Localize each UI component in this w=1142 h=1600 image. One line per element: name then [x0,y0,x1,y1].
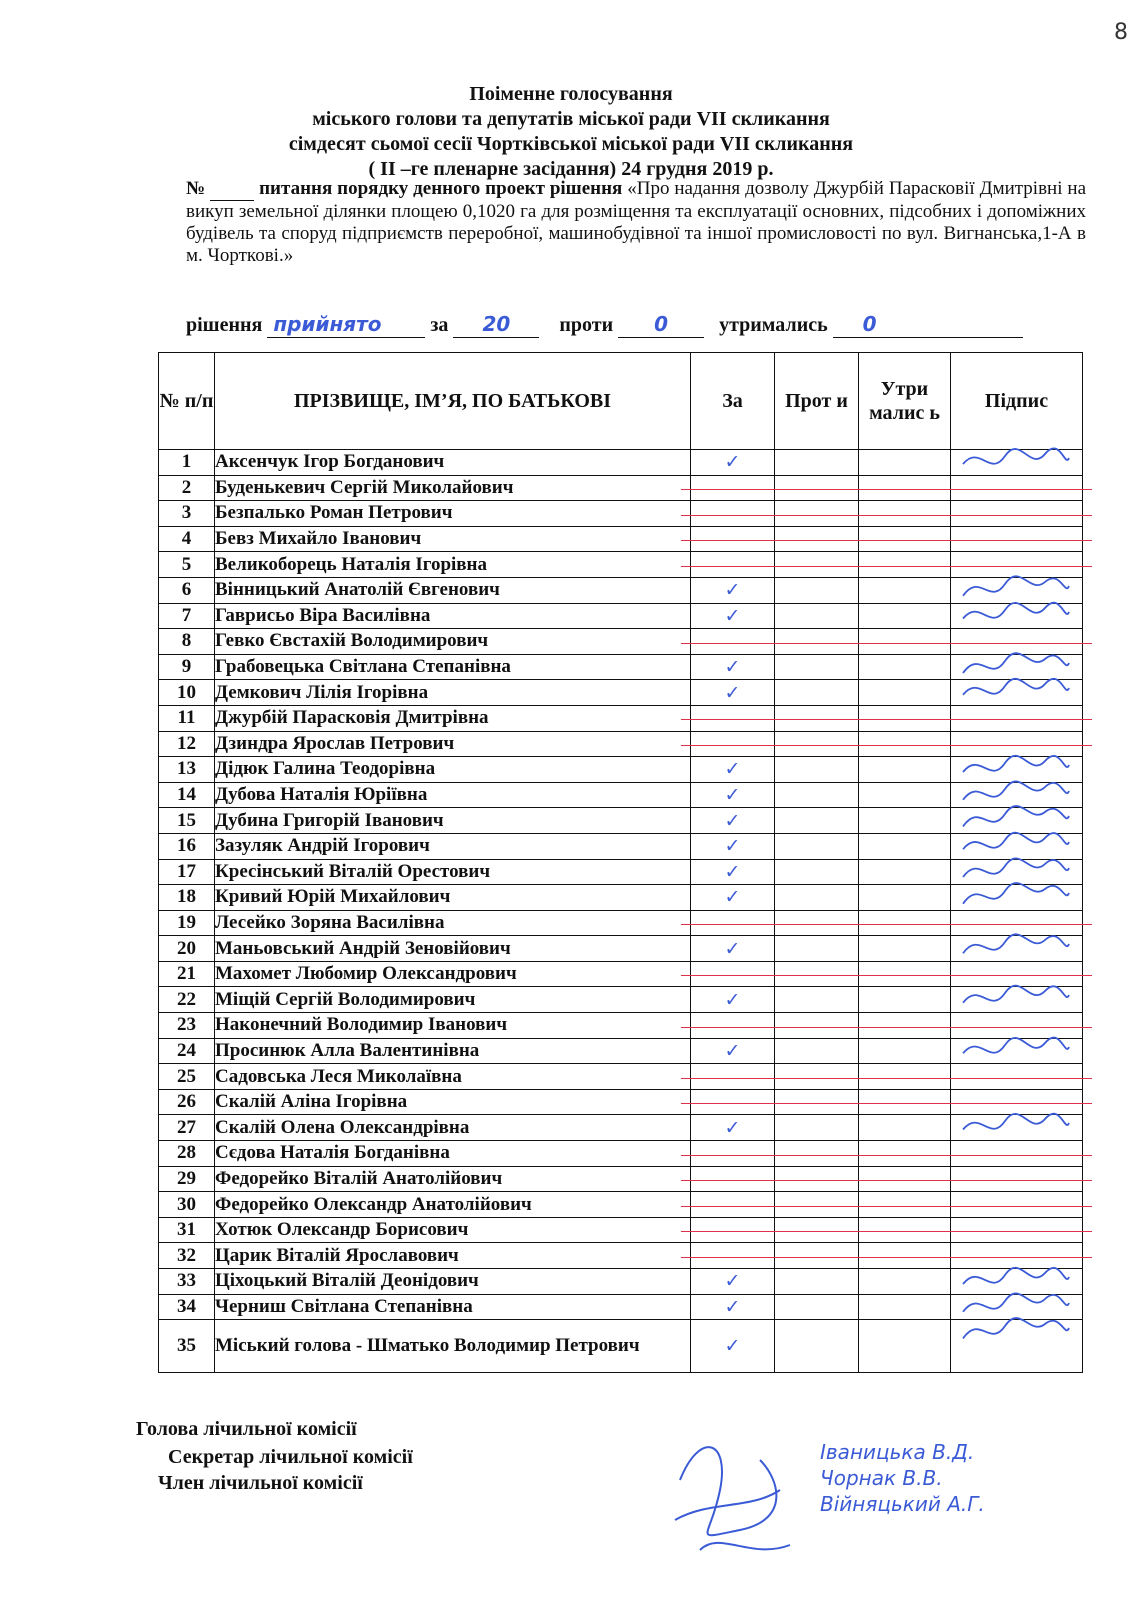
row-number: 22 [159,987,215,1013]
abstain-cell [859,1243,951,1269]
table-row [159,1217,1083,1243]
abstain-cell [859,808,951,834]
signature-cell [951,987,1083,1013]
table-row [159,1089,1083,1115]
absent-strike-line [691,501,775,527]
for-checkmark: ✓ [691,987,775,1013]
row-number: 6 [159,577,215,603]
row-number: 12 [159,731,215,757]
absent-strike-line [691,1089,775,1115]
deputy-name: Безпалько Роман Петрович [215,501,691,527]
abstain-cell [859,782,951,808]
absent-strike-line [691,552,775,578]
for-checkmark: ✓ [691,1320,775,1373]
against-cell [775,450,859,476]
abstain-cell [859,1320,951,1373]
col-name-header: ПРІЗВИЩЕ, ІМ’Я, ПО БАТЬКОВІ [215,353,691,450]
signature-cell [951,936,1083,962]
member-label: Член лічильної комісії [158,1472,363,1494]
col-num-header: № п/п [159,353,215,450]
table-row [159,731,1083,757]
row-number: 17 [159,859,215,885]
table-row [159,1141,1083,1167]
table-row [159,961,1083,987]
table-row [159,936,1083,962]
row-number: 26 [159,1089,215,1115]
absent-strike-line [691,475,775,501]
deputy-name: Махомет Любомир Олександрович [215,961,691,987]
for-checkmark: ✓ [691,654,775,680]
against-cell [775,1320,859,1373]
abstain-cell [859,1141,951,1167]
table-row [159,705,1083,731]
agenda-item [186,178,1086,267]
against-cell [775,782,859,808]
abstain-cell [859,603,951,629]
title-line-3: сімдесят сьомої сесії Чортківської міської ради VII скликання [288,133,854,155]
row-number: 9 [159,654,215,680]
for-checkmark: ✓ [691,603,775,629]
deputy-name: Кривий Юрій Михайлович [215,885,691,911]
abstain-cell [859,450,951,476]
signature-cell [951,1320,1083,1373]
absent-strike-line [691,910,775,936]
signature-cell [951,705,1083,731]
abstain-cell [859,731,951,757]
signature-cell [951,1115,1083,1141]
for-checkmark: ✓ [691,859,775,885]
chair-label: Голова лічильної комісії [136,1418,357,1440]
table-row [159,833,1083,859]
against-cell [775,987,859,1013]
secretary-handwritten-name: Чорнак В.В. [820,1466,943,1490]
abstain-count: 0 [862,312,877,336]
abstain-cell [859,859,951,885]
row-number: 35 [159,1320,215,1373]
absent-strike-line [691,705,775,731]
abstain-cell [859,552,951,578]
table-row [159,450,1083,476]
secretary-label: Секретар лічильної комісії [168,1446,413,1468]
decision-label: рішення [186,314,263,336]
deputy-name: Скалій Аліна Ігорівна [215,1089,691,1115]
deputy-name: Джурбій Парасковія Дмитрівна [215,705,691,731]
against-cell [775,1013,859,1039]
table-row [159,1269,1083,1295]
deputy-name: Федорейко Олександр Анатолійович [215,1192,691,1218]
against-cell [775,1269,859,1295]
against-cell [775,705,859,731]
against-cell [775,731,859,757]
table-row [159,1064,1083,1090]
signature-cell [951,1064,1083,1090]
for-checkmark: ✓ [691,782,775,808]
abstain-cell [859,1013,951,1039]
signature-cell [951,1038,1083,1064]
table-row [159,552,1083,578]
vote-table [158,352,1083,1373]
signature-scribble-icon [955,598,1075,632]
signature-scribble-icon [955,1033,1075,1067]
signature-cell [951,680,1083,706]
signature-cell [951,1166,1083,1192]
deputy-name: Черниш Світлана Степанівна [215,1294,691,1320]
row-number: 34 [159,1294,215,1320]
abstain-cell [859,1294,951,1320]
signature-scribble-icon [955,1314,1075,1348]
deputy-name: Кресінський Віталій Орестович [215,859,691,885]
table-row [159,859,1083,885]
table-row [159,1038,1083,1064]
row-number: 14 [159,782,215,808]
signature-scribble-icon [955,879,1075,913]
abstain-cell [859,1166,951,1192]
deputy-name: Вінницький Анатолій Євгенович [215,577,691,603]
absent-strike-line [691,1243,775,1269]
signature-cell [951,603,1083,629]
row-number: 1 [159,450,215,476]
row-number: 30 [159,1192,215,1218]
deputy-name: Ціхоцький Віталій Деонідович [215,1269,691,1295]
abstain-cell [859,1064,951,1090]
absent-strike-line [691,731,775,757]
for-checkmark: ✓ [691,833,775,859]
deputy-name: Хотюк Олександр Борисович [215,1217,691,1243]
table-row [159,757,1083,783]
against-cell [775,757,859,783]
absent-strike-line [691,526,775,552]
absent-strike-line [691,1166,775,1192]
deputy-name: Наконечний Володимир Іванович [215,1013,691,1039]
deputy-name: Гаврисьо Віра Василівна [215,603,691,629]
against-cell [775,1038,859,1064]
signature-scribble-icon [955,674,1075,708]
row-number: 13 [159,757,215,783]
agenda-text: «Про надання дозволу Джурбій Парасковії Дмитрівні на викуп земельної ділянки площею 0,1020 га для розміщення та експлуатації основних, підсобних і допоміжних будівель та споруд підприємств переробної, машинобудівної та іншої промисловості по вул. Вигнанська,1-А в м. Чорткові.» [186,178,1087,266]
agenda-number-label: № [186,178,206,199]
signature-cell [951,885,1083,911]
row-number: 32 [159,1243,215,1269]
absent-strike-line [691,1192,775,1218]
row-number: 10 [159,680,215,706]
deputy-name: Маньовський Андрій Зеновійович [215,936,691,962]
signature-cell [951,1217,1083,1243]
against-cell [775,859,859,885]
for-checkmark: ✓ [691,808,775,834]
title-line-2: міського голови та депутатів міської ради VII скликання [312,108,830,130]
table-row [159,910,1083,936]
table-row [159,808,1083,834]
table-header-row [159,353,1083,450]
against-cell [775,577,859,603]
against-cell [775,1141,859,1167]
deputy-name: Буденькевич Сергій Миколайович [215,475,691,501]
against-cell [775,1294,859,1320]
table-row [159,1115,1083,1141]
for-checkmark: ✓ [691,1269,775,1295]
table-row [159,1166,1083,1192]
deputy-name: Гевко Євстахій Володимирович [215,629,691,655]
row-number: 20 [159,936,215,962]
row-number: 28 [159,1141,215,1167]
row-number: 33 [159,1269,215,1295]
row-number: 19 [159,910,215,936]
row-number: 7 [159,603,215,629]
abstain-cell [859,1269,951,1295]
abstain-cell [859,680,951,706]
table-row [159,1192,1083,1218]
abstain-cell [859,885,951,911]
row-number: 21 [159,961,215,987]
against-cell [775,680,859,706]
abstain-cell [859,987,951,1013]
col-for-header: За [691,353,775,450]
abstain-cell [859,475,951,501]
against-cell [775,1192,859,1218]
deputy-name: Лесейко Зоряна Василівна [215,910,691,936]
decision-line [186,312,1023,338]
deputy-name: Царик Віталій Ярославович [215,1243,691,1269]
against-cell [775,475,859,501]
for-checkmark: ✓ [691,1115,775,1141]
abstain-cell [859,961,951,987]
abstain-cell [859,629,951,655]
deputy-name: Міщій Сергій Володимирович [215,987,691,1013]
against-cell [775,808,859,834]
against-count: 0 [654,312,669,336]
deputy-name: Садовська Леся Миколаївна [215,1064,691,1090]
abstain-cell [859,1038,951,1064]
decision-value: прийнято [273,312,382,336]
against-cell [775,1166,859,1192]
against-cell [775,961,859,987]
abstain-cell [859,526,951,552]
row-number: 15 [159,808,215,834]
signature-cell [951,1141,1083,1167]
commission-signatures-icon [660,1420,800,1570]
against-cell [775,1064,859,1090]
against-cell [775,501,859,527]
against-cell [775,936,859,962]
against-cell [775,910,859,936]
chair-handwritten-name: Іваницька В.Д. [820,1440,975,1464]
row-number: 2 [159,475,215,501]
against-cell [775,603,859,629]
title-line-4: ( II –ге пленарне засідання) 24 грудня 2019 р. [368,158,774,180]
against-cell [775,885,859,911]
deputy-name: Дубина Григорій Іванович [215,808,691,834]
table-row [159,1320,1083,1373]
row-number: 27 [159,1115,215,1141]
row-number: 5 [159,552,215,578]
title-line-1: Поіменне голосування [469,83,673,105]
abstain-cell [859,705,951,731]
page-number-handwritten: 8 [1114,20,1128,45]
table-row [159,629,1083,655]
table-row [159,501,1083,527]
abstain-label: утримались [719,314,828,336]
signature-cell [951,450,1083,476]
abstain-cell [859,1115,951,1141]
table-row [159,1243,1083,1269]
against-cell [775,552,859,578]
row-number: 3 [159,501,215,527]
against-cell [775,1243,859,1269]
deputy-name: Просинюк Алла Валентинівна [215,1038,691,1064]
abstain-cell [859,501,951,527]
abstain-cell [859,833,951,859]
row-number: 4 [159,526,215,552]
table-row [159,1013,1083,1039]
abstain-cell [859,1089,951,1115]
for-checkmark: ✓ [691,936,775,962]
abstain-cell [859,936,951,962]
deputy-name: Дідюк Галина Теодорівна [215,757,691,783]
col-abstain-header: Утри малис ь [859,353,951,450]
table-row [159,885,1083,911]
row-number: 25 [159,1064,215,1090]
row-number: 18 [159,885,215,911]
deputy-name: Міський голова - Шматько Володимир Петрович [215,1320,691,1373]
deputy-name: Дзиндра Ярослав Петрович [215,731,691,757]
deputy-name: Федорейко Віталій Анатолійович [215,1166,691,1192]
signature-cell [951,475,1083,501]
vote-table-body [159,450,1083,1373]
against-cell [775,1217,859,1243]
table-row [159,654,1083,680]
absent-strike-line [691,1013,775,1039]
against-cell [775,526,859,552]
table-row [159,577,1083,603]
table-row [159,603,1083,629]
table-row [159,782,1083,808]
for-checkmark: ✓ [691,885,775,911]
deputy-name: Зазуляк Андрій Ігорович [215,833,691,859]
table-row [159,680,1083,706]
deputy-name: Скалій Олена Олександрівна [215,1115,691,1141]
deputy-name: Демкович Лілія Ігорівна [215,680,691,706]
table-row [159,1294,1083,1320]
against-cell [775,1089,859,1115]
deputy-name: Великоборець Наталія Ігорівна [215,552,691,578]
for-checkmark: ✓ [691,680,775,706]
row-number: 24 [159,1038,215,1064]
for-checkmark: ✓ [691,577,775,603]
abstain-cell [859,757,951,783]
for-checkmark: ✓ [691,450,775,476]
absent-strike-line [691,961,775,987]
row-number: 23 [159,1013,215,1039]
for-checkmark: ✓ [691,1038,775,1064]
absent-strike-line [691,629,775,655]
signature-cell [951,501,1083,527]
against-label: проти [559,314,614,336]
deputy-name: Бевз Михайло Іванович [215,526,691,552]
signature-cell [951,526,1083,552]
for-checkmark: ✓ [691,757,775,783]
row-number: 8 [159,629,215,655]
signature-scribble-icon [955,444,1075,478]
row-number: 16 [159,833,215,859]
abstain-cell [859,1192,951,1218]
agenda-lead: питання порядку денного проект рішення [259,178,623,199]
signature-cell [951,1192,1083,1218]
agenda-number-blank [210,178,254,201]
deputy-name: Грабовецька Світлана Степанівна [215,654,691,680]
col-against-header: Прот и [775,353,859,450]
signature-scribble-icon [955,981,1075,1015]
absent-strike-line [691,1141,775,1167]
for-checkmark: ✓ [691,1294,775,1320]
deputy-name: Дубова Наталія Юріївна [215,782,691,808]
against-cell [775,833,859,859]
against-cell [775,1115,859,1141]
abstain-cell [859,1217,951,1243]
table-row [159,475,1083,501]
abstain-cell [859,577,951,603]
col-signature-header: Підпис [951,353,1083,450]
deputy-name: Аксенчук Ігор Богданович [215,450,691,476]
abstain-cell [859,910,951,936]
for-label: за [430,314,449,336]
abstain-cell [859,654,951,680]
row-number: 31 [159,1217,215,1243]
row-number: 11 [159,705,215,731]
signature-scribble-icon [955,1109,1075,1143]
row-number: 29 [159,1166,215,1192]
absent-strike-line [691,1217,775,1243]
table-row [159,526,1083,552]
table-row [159,987,1083,1013]
member-handwritten-name: Війняцький А.Г. [820,1492,985,1516]
signature-scribble-icon [955,930,1075,964]
deputy-name: Сєдова Наталія Богданівна [215,1141,691,1167]
against-cell [775,654,859,680]
against-cell [775,629,859,655]
absent-strike-line [691,1064,775,1090]
for-count: 20 [482,312,511,336]
